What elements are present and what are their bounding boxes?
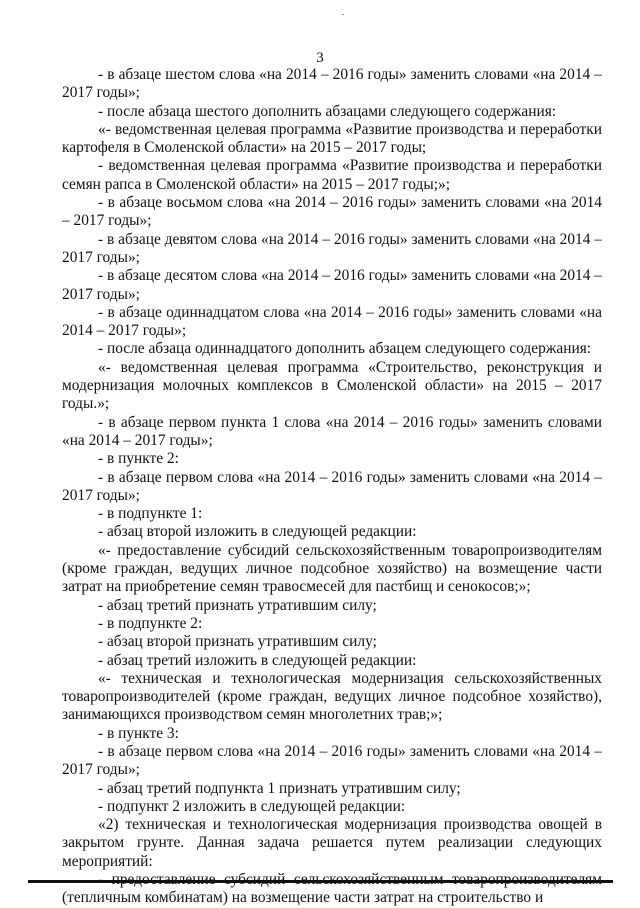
paragraph: - в пункте 3: (98, 724, 179, 742)
paragraph: - в подпункте 2: (98, 614, 203, 632)
paragraph: «2) техническая и технологическая модернизация производства овощей в закрытом грунте. Данная задача решается путем реализации следующих мероприятий: (62, 816, 602, 870)
paragraph: - в абзаце первом слова «на 2014 – 2016 годы» заменить словами «на 2014 – 2017 годы»; (62, 742, 602, 779)
paragraph: - подпункт 2 изложить в следующей редакции: (98, 797, 406, 815)
paragraph: - ведомственная целевая программа «Развитие производства и переработки семян рапса в Смоленской области» на 2015 – 2017 годы;»; (62, 157, 602, 193)
scan-mark (342, 14, 344, 15)
paragraph: - после абзаца одиннадцатого дополнить абзацем следующего содержания: (98, 340, 592, 358)
paragraph: - в абзаце первом пункта 1 слова «на 2014 – 2016 годы» заменить словами «на 2014 – 2017 годы»; (62, 413, 602, 449)
paragraph: - после абзаца шестого дополнить абзацами следующего содержания: (98, 102, 557, 120)
document-body (62, 66, 602, 908)
paragraph: «- техническая и технологическая модернизация сельскохозяйственных товаропроизводителей (кроме граждан, ведущих личное подсобное хозяйство), занимающихся производством семян многолетних трав;»; (62, 669, 602, 724)
paragraph: - в абзаце девятом слова «на 2014 – 2016 годы» заменить словами «на 2014 – 2017 годы»; (62, 230, 602, 266)
paragraph: - в абзаце первом слова «на 2014 – 2016 годы» заменить словами «на 2014 – 2017 годы»; (62, 468, 602, 504)
bottom-rule (28, 880, 613, 883)
page-number: 3 (316, 50, 324, 66)
paragraph: «- предоставление субсидий сельскохозяйственным товаропроизводителям (кроме граждан, ведущих личное подсобное хозяйство) на возмещение части затрат на приобретение семян травосмесей для пастбищ и сенокосов;»; (62, 541, 602, 596)
paragraph: - в подпункте 1: (98, 505, 203, 523)
paragraph: - в пункте 2: (98, 450, 179, 468)
paragraph: - в абзаце восьмом слова «на 2014 – 2016 годы» заменить словами «на 2014 – 2017 годы»; (62, 194, 602, 230)
paragraph: - абзац второй признать утратившим силу; (98, 633, 377, 651)
paragraph: - абзац второй изложить в следующей редакции: (98, 523, 417, 541)
paragraph: - в абзаце одиннадцатом слова «на 2014 – 2016 годы» заменить словами «на 2014 – 2017 годы»; (62, 303, 602, 340)
paragraph: - в абзаце десятом слова «на 2014 – 2016 годы» заменить словами «на 2014 – 2017 годы»; (62, 267, 602, 303)
paragraph: «- ведомственная целевая программа «Строительство, реконструкция и модернизация молочных комплексов в Смоленской области» на 2015 – 2017 годы.»; (62, 358, 602, 413)
paragraph: - абзац третий признать утратившим силу; (98, 596, 377, 614)
paragraph: (тепличным комбинатам) на возмещение части затрат на строительство и (62, 889, 544, 907)
paragraph: - абзац третий изложить в следующей редакции: (98, 651, 417, 669)
paragraph: - в абзаце шестом слова «на 2014 – 2016 годы» заменить словами «на 2014 – 2017 годы»; (62, 66, 602, 102)
paragraph: «- ведомственная целевая программа «Развитие производства и переработки картофеля в Смоленской области» на 2015 – 2017 годы; (62, 120, 602, 157)
paragraph: - абзац третий подпункта 1 признать утратившим силу; (98, 779, 461, 797)
